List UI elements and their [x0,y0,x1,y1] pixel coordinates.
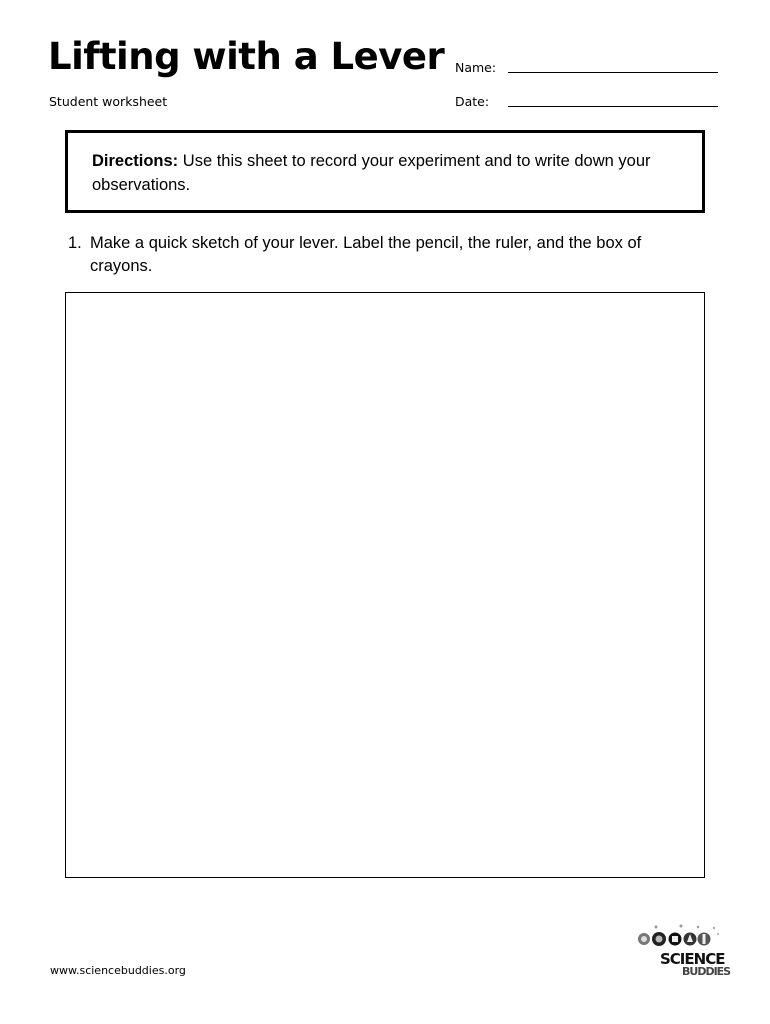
directions-text [92,149,688,197]
date-line[interactable] [508,106,718,107]
directions-box [65,130,705,213]
question-number: 1. [68,234,82,252]
logo-word-science: SCIENCE [660,950,725,968]
question-text: Make a quick sketch of your lever. Label the pencil, the ruler, and the box of crayons. [90,234,642,275]
worksheet-subtitle: Student worksheet [49,94,168,109]
question-1 [68,232,698,278]
directions-body: Use this sheet to record your experiment and to write down your observations. [92,152,651,194]
directions-label: Directions: [92,152,179,170]
worksheet-title: Lifting with a Lever [48,35,445,78]
logo-word-buddies: BUDDIES [682,965,731,978]
name-line[interactable] [508,72,718,73]
date-label: Date: [455,94,490,109]
footer-url[interactable]: www.sciencebuddies.org [50,964,186,977]
science-buddies-logo [636,922,731,980]
sketch-area[interactable] [65,292,705,878]
name-label: Name: [455,60,497,75]
logo-icons [636,922,726,952]
